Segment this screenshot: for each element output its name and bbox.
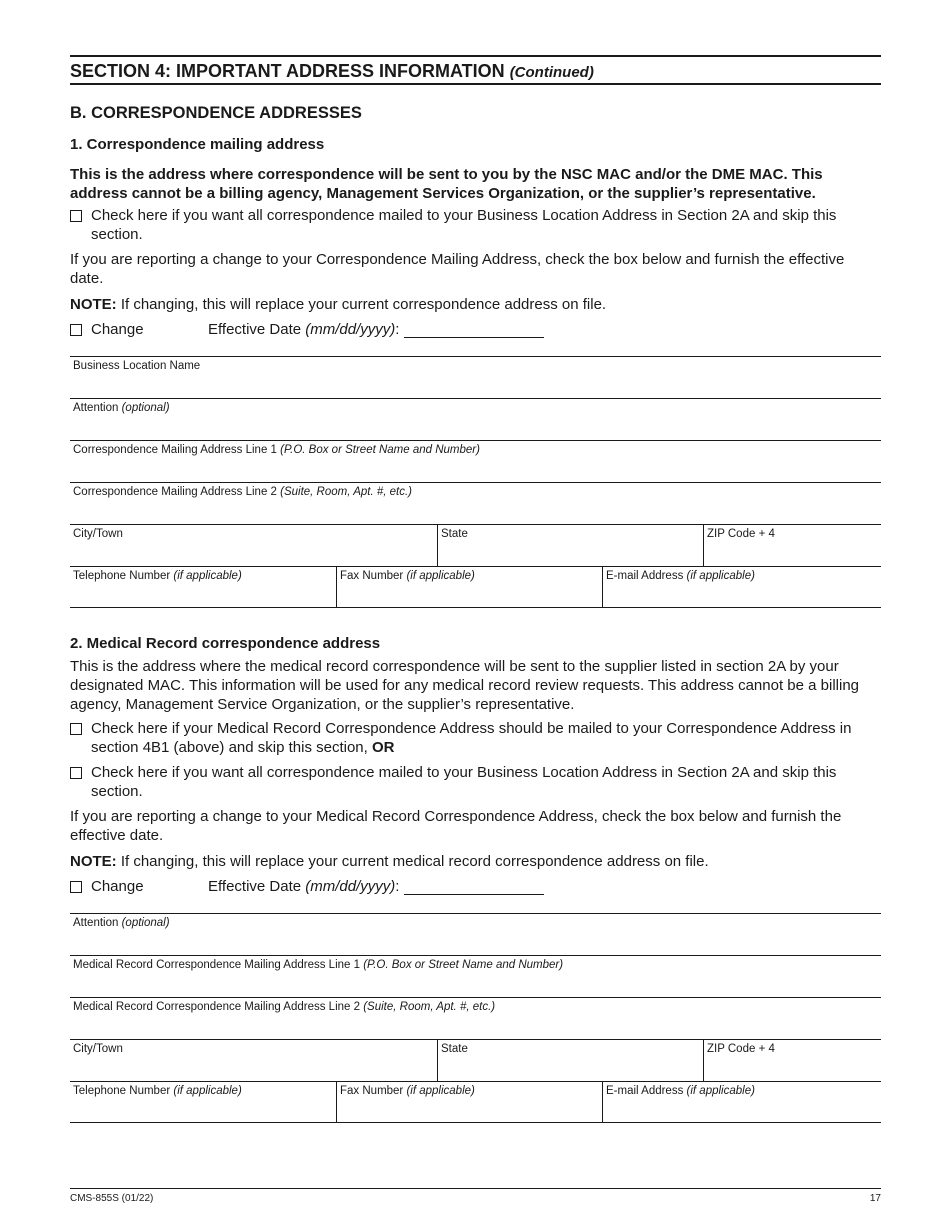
part2-row-line1 [70, 955, 881, 997]
part1-row-contact [70, 566, 881, 608]
part1-fax-field[interactable]: Fax Number (if applicable) [337, 567, 603, 607]
part2-row-line2 [70, 997, 881, 1039]
part2-business-checkbox-label: Check here if you want all correspondence mailed to your Business Location Address in Section 2A and skip this section. [91, 764, 837, 800]
part1-telephone-field[interactable]: Telephone Number (if applicable) [70, 567, 337, 607]
part2-effective-date-label: Effective Date (mm/dd/yyyy): [208, 878, 400, 895]
page-footer [70, 1188, 881, 1204]
part1-intro: This is the address where correspondence will be sent to you by the NSC MAC and/or the DME MAC. This address cannot be a billing agency, Management Services Organization, or the supplier’s representative. [70, 166, 823, 202]
part1-change-checkbox[interactable] [70, 324, 82, 336]
part2-email-field[interactable]: E-mail Address (if applicable) [606, 1085, 755, 1097]
part1-email-field[interactable]: E-mail Address (if applicable) [606, 570, 755, 582]
part1-business-location-name-field[interactable]: Business Location Name [73, 360, 201, 372]
part1-zip-field[interactable]: ZIP Code + 4 [707, 528, 775, 540]
part2-city-field[interactable]: City/Town [70, 1040, 438, 1081]
part1-heading: 1. Correspondence mailing address [70, 136, 325, 153]
part2-change-checkbox[interactable] [70, 881, 82, 893]
part1-business-checkbox-label: Check here if you want all correspondence mailed to your Business Location Address in Section 2A and skip this section. [91, 207, 837, 243]
part1-note-text: If changing, this will replace your current correspondence address on file. [116, 296, 607, 313]
part1-row-line2 [70, 482, 881, 524]
part2-zip-field[interactable]: ZIP Code + 4 [707, 1043, 775, 1055]
part2-4b1-checkbox[interactable] [70, 723, 82, 735]
part2-address-line2-field[interactable]: Medical Record Correspondence Mailing Address Line 2 (Suite, Room, Apt. #, etc.) [73, 1001, 496, 1013]
part1-state-field[interactable]: State [438, 525, 704, 566]
part2-note-label: NOTE: [70, 853, 117, 870]
part2-business-checkbox[interactable] [70, 767, 82, 779]
part2-state-field[interactable]: State [438, 1040, 704, 1081]
part1-effective-date-input[interactable] [404, 322, 544, 338]
part1-change-instructions: If you are reporting a change to your Correspondence Mailing Address, check the box below and furnish the effective date. [70, 251, 845, 287]
page-number: 17 [869, 1193, 881, 1204]
part1-row-city [70, 524, 881, 566]
part1-change-row [70, 320, 881, 339]
part2-address-line1-field[interactable]: Medical Record Correspondence Mailing Address Line 1 (P.O. Box or Street Name and Number) [73, 959, 564, 971]
part2-attention-field[interactable]: Attention (optional) [73, 917, 170, 929]
part1-row-business-name [70, 356, 881, 398]
part2-telephone-field[interactable]: Telephone Number (if applicable) [70, 1082, 337, 1122]
form-id: CMS-855S (01/22) [70, 1193, 154, 1204]
part2-change-row [70, 877, 881, 896]
part2-fax-field[interactable]: Fax Number (if applicable) [337, 1082, 603, 1122]
part1-attention-field[interactable]: Attention (optional) [73, 402, 170, 414]
part2-note [70, 852, 881, 871]
part2-change-instructions: If you are reporting a change to your Medical Record Correspondence Address, check the box below and furnish the effective date. [70, 808, 842, 844]
part1-row-attention [70, 398, 881, 440]
part1-note-label: NOTE: [70, 296, 117, 313]
part2-row-contact [70, 1081, 881, 1123]
part1-note [70, 295, 881, 314]
part2-effective-date-input[interactable] [404, 879, 544, 895]
part1-business-checkbox-row [70, 206, 881, 244]
subsection-heading: B. CORRESPONDENCE ADDRESSES [70, 104, 362, 122]
part2-row-city [70, 1039, 881, 1081]
part1-address-line1-field[interactable]: Correspondence Mailing Address Line 1 (P.O. Box or Street Name and Number) [73, 444, 480, 456]
part2-row-attention [70, 913, 881, 955]
part2-business-checkbox-row [70, 763, 881, 801]
part1-business-checkbox[interactable] [70, 210, 82, 222]
part2-heading: 2. Medical Record correspondence address [70, 635, 381, 652]
section-continued: (Continued) [509, 64, 594, 81]
part2-change-label: Change [91, 878, 144, 895]
part1-address-line2-field[interactable]: Correspondence Mailing Address Line 2 (Suite, Room, Apt. #, etc.) [73, 486, 412, 498]
section-title [70, 55, 881, 85]
section-title-text: SECTION 4: IMPORTANT ADDRESS INFORMATION [70, 61, 505, 81]
part1-row-line1 [70, 440, 881, 482]
part1-city-field[interactable]: City/Town [70, 525, 438, 566]
part1-change-label: Change [91, 321, 144, 338]
part2-4b1-checkbox-label: Check here if your Medical Record Correspondence Address should be mailed to your Correspondence Address in section 4B1 (above) and skip this section, OR [91, 720, 852, 756]
part2-4b1-checkbox-row [70, 719, 881, 757]
part2-note-text: If changing, this will replace your current medical record correspondence address on file. [116, 853, 709, 870]
part2-intro: This is the address where the medical record correspondence will be sent to the supplier listed in section 2A by your designated MAC. This information will be used for any medical record review requests. This address cannot be a billing agency, Management Service Organization, or the supplier’s representative. [70, 658, 860, 713]
part1-effective-date-label: Effective Date (mm/dd/yyyy): [208, 321, 400, 338]
